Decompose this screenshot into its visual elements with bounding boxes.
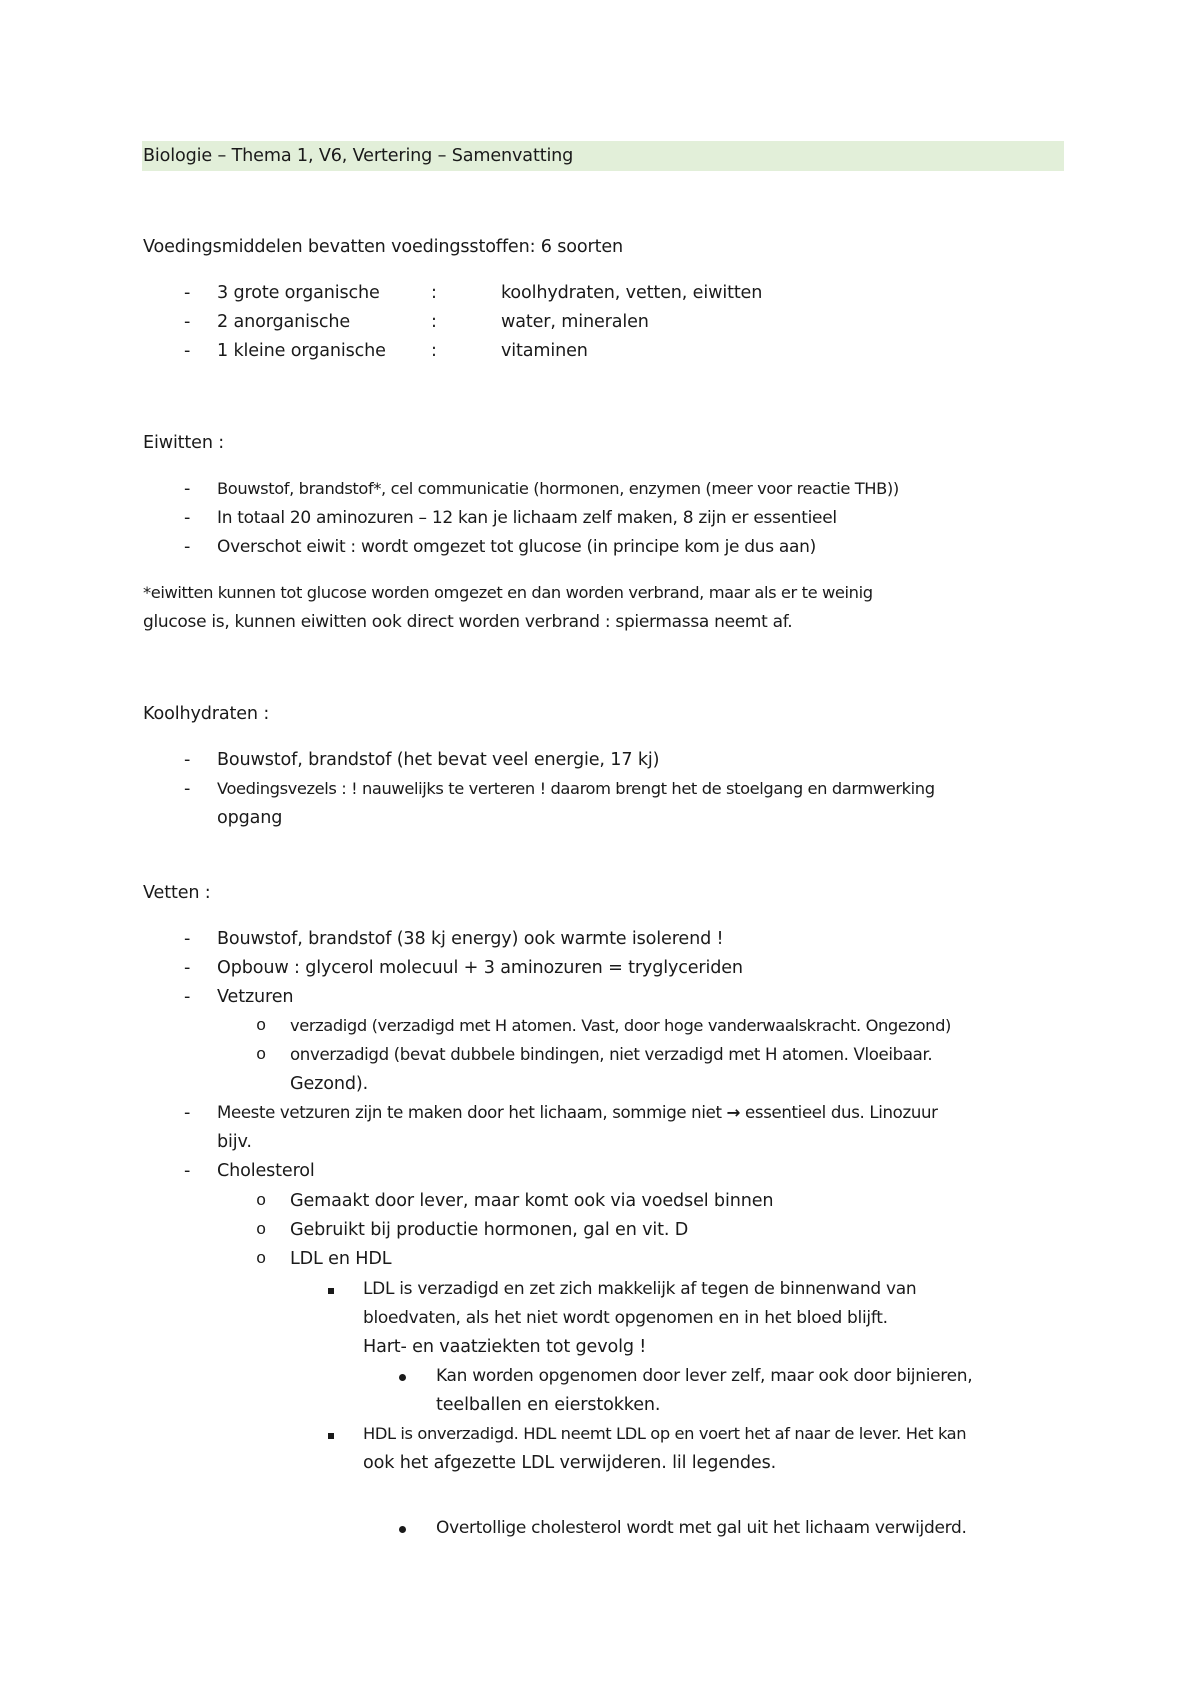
document-title: Biologie – Thema 1, V6, Vertering – Samenvatting <box>143 146 574 166</box>
sub-sub-list-item-continuation: bloedvaten, als het niet wordt opgenomen en in het bloed blijft. <box>363 1308 888 1328</box>
sub-list-item: Gebruikt bij productie hormonen, gal en vit. D <box>290 1220 689 1240</box>
list-item: Bouwstof, brandstof*, cel communicatie (hormonen, enzymen (meer voor reactie THB)) <box>217 479 899 498</box>
intro-row-value: water, mineralen <box>501 312 649 332</box>
intro-row-label: 1 kleine organische <box>217 341 386 361</box>
nested-list-item: Kan worden opgenomen door lever zelf, maar ook door bijnieren, <box>436 1366 973 1386</box>
sub-marker: o <box>256 1192 267 1211</box>
dash-marker: - <box>184 779 191 799</box>
intro-row-label: 3 grote organische <box>217 283 380 303</box>
sub-list-item-continuation: Gezond). <box>290 1074 369 1094</box>
dash-marker: - <box>184 750 191 770</box>
footnote-line: glucose is, kunnen eiwitten ook direct worden verbrand : spiermassa neemt af. <box>143 612 793 632</box>
sub-sub-list-item-continuation: ook het afgezette LDL verwijderen. lil legendes. <box>363 1453 777 1473</box>
dash-marker: - <box>184 958 191 978</box>
list-item-continuation: opgang <box>217 808 283 828</box>
dash-marker: - <box>184 929 191 949</box>
sub-sub-list-item-continuation: Hart- en vaatziekten tot gevolg ! <box>363 1337 647 1357</box>
list-item-continuation: bijv. <box>217 1132 252 1152</box>
dash-marker: - <box>184 508 191 528</box>
dash-marker: - <box>184 987 191 1007</box>
dash-marker: - <box>184 479 191 499</box>
sub-sub-list-item: HDL is onverzadigd. HDL neemt LDL op en voert het af naar de lever. Het kan <box>363 1424 967 1443</box>
intro-row-separator: : <box>431 341 437 361</box>
list-item: In totaal 20 aminozuren – 12 kan je lichaam zelf maken, 8 zijn er essentieel <box>217 508 837 528</box>
list-item <box>217 1105 938 1122</box>
section-heading-koolhydraten: Koolhydraten : <box>143 704 270 724</box>
sub-marker: o <box>256 1017 267 1036</box>
intro-row-separator: : <box>431 312 437 332</box>
list-item: Vetzuren <box>217 987 294 1007</box>
sub-marker: o <box>256 1221 267 1240</box>
intro-row-separator: : <box>431 283 437 303</box>
sub-list-item: verzadigd (verzadigd met H atomen. Vast, door hoge vanderwaalskracht. Ongezond) <box>290 1016 951 1035</box>
footnote-line: *eiwitten kunnen tot glucose worden omgezet en dan worden verbrand, maar als er te weinig <box>143 583 873 602</box>
list-item: Bouwstof, brandstof (38 kj energy) ook warmte isolerend ! <box>217 929 724 949</box>
nested-list-item-continuation: teelballen en eierstokken. <box>436 1395 661 1415</box>
list-item: Cholesterol <box>217 1161 315 1181</box>
intro-row-label: 2 anorganische <box>217 312 351 332</box>
dash-marker: - <box>184 341 191 361</box>
sub-list-item: Gemaakt door lever, maar komt ook via voedsel binnen <box>290 1191 774 1211</box>
round-bullet-icon <box>399 1374 406 1381</box>
intro-row-value: vitaminen <box>501 341 588 361</box>
sub-list-item: onverzadigd (bevat dubbele bindingen, niet verzadigd met H atomen. Vloeibaar. <box>290 1045 933 1064</box>
round-bullet-icon <box>399 1526 406 1533</box>
sub-marker: o <box>256 1250 267 1269</box>
list-item: Voedingsvezels : ! nauwelijks te verteren ! daarom brengt het de stoelgang en darmwerking <box>217 779 935 798</box>
sub-marker: o <box>256 1046 267 1065</box>
section-heading-eiwitten: Eiwitten : <box>143 433 225 453</box>
dash-marker: - <box>184 283 191 303</box>
sub-list-item: LDL en HDL <box>290 1249 392 1269</box>
dash-marker: - <box>184 537 191 557</box>
nested-list-item: Overtollige cholesterol wordt met gal uit het lichaam verwijderd. <box>436 1518 967 1538</box>
square-bullet-icon <box>328 1288 334 1294</box>
list-item: Opbouw : glycerol molecuul + 3 aminozuren = tryglyceriden <box>217 958 743 978</box>
square-bullet-icon <box>328 1433 334 1439</box>
dash-marker: - <box>184 1161 191 1181</box>
list-item: Overschot eiwit : wordt omgezet tot glucose (in principe kom je dus aan) <box>217 537 816 557</box>
right-arrow-icon: → <box>726 1103 741 1122</box>
list-item-text: essentieel dus. Linozuur <box>745 1103 938 1122</box>
section-heading-vetten: Vetten : <box>143 883 211 903</box>
intro-row-value: koolhydraten, vetten, eiwitten <box>501 283 763 303</box>
dash-marker: - <box>184 1103 191 1123</box>
dash-marker: - <box>184 312 191 332</box>
sub-sub-list-item: LDL is verzadigd en zet zich makkelijk af tegen de binnenwand van <box>363 1279 917 1299</box>
list-item: Bouwstof, brandstof (het bevat veel energie, 17 kj) <box>217 750 660 770</box>
list-item-text: Meeste vetzuren zijn te maken door het lichaam, sommige niet <box>217 1103 722 1122</box>
intro-heading: Voedingsmiddelen bevatten voedingsstoffen: 6 soorten <box>143 237 624 257</box>
